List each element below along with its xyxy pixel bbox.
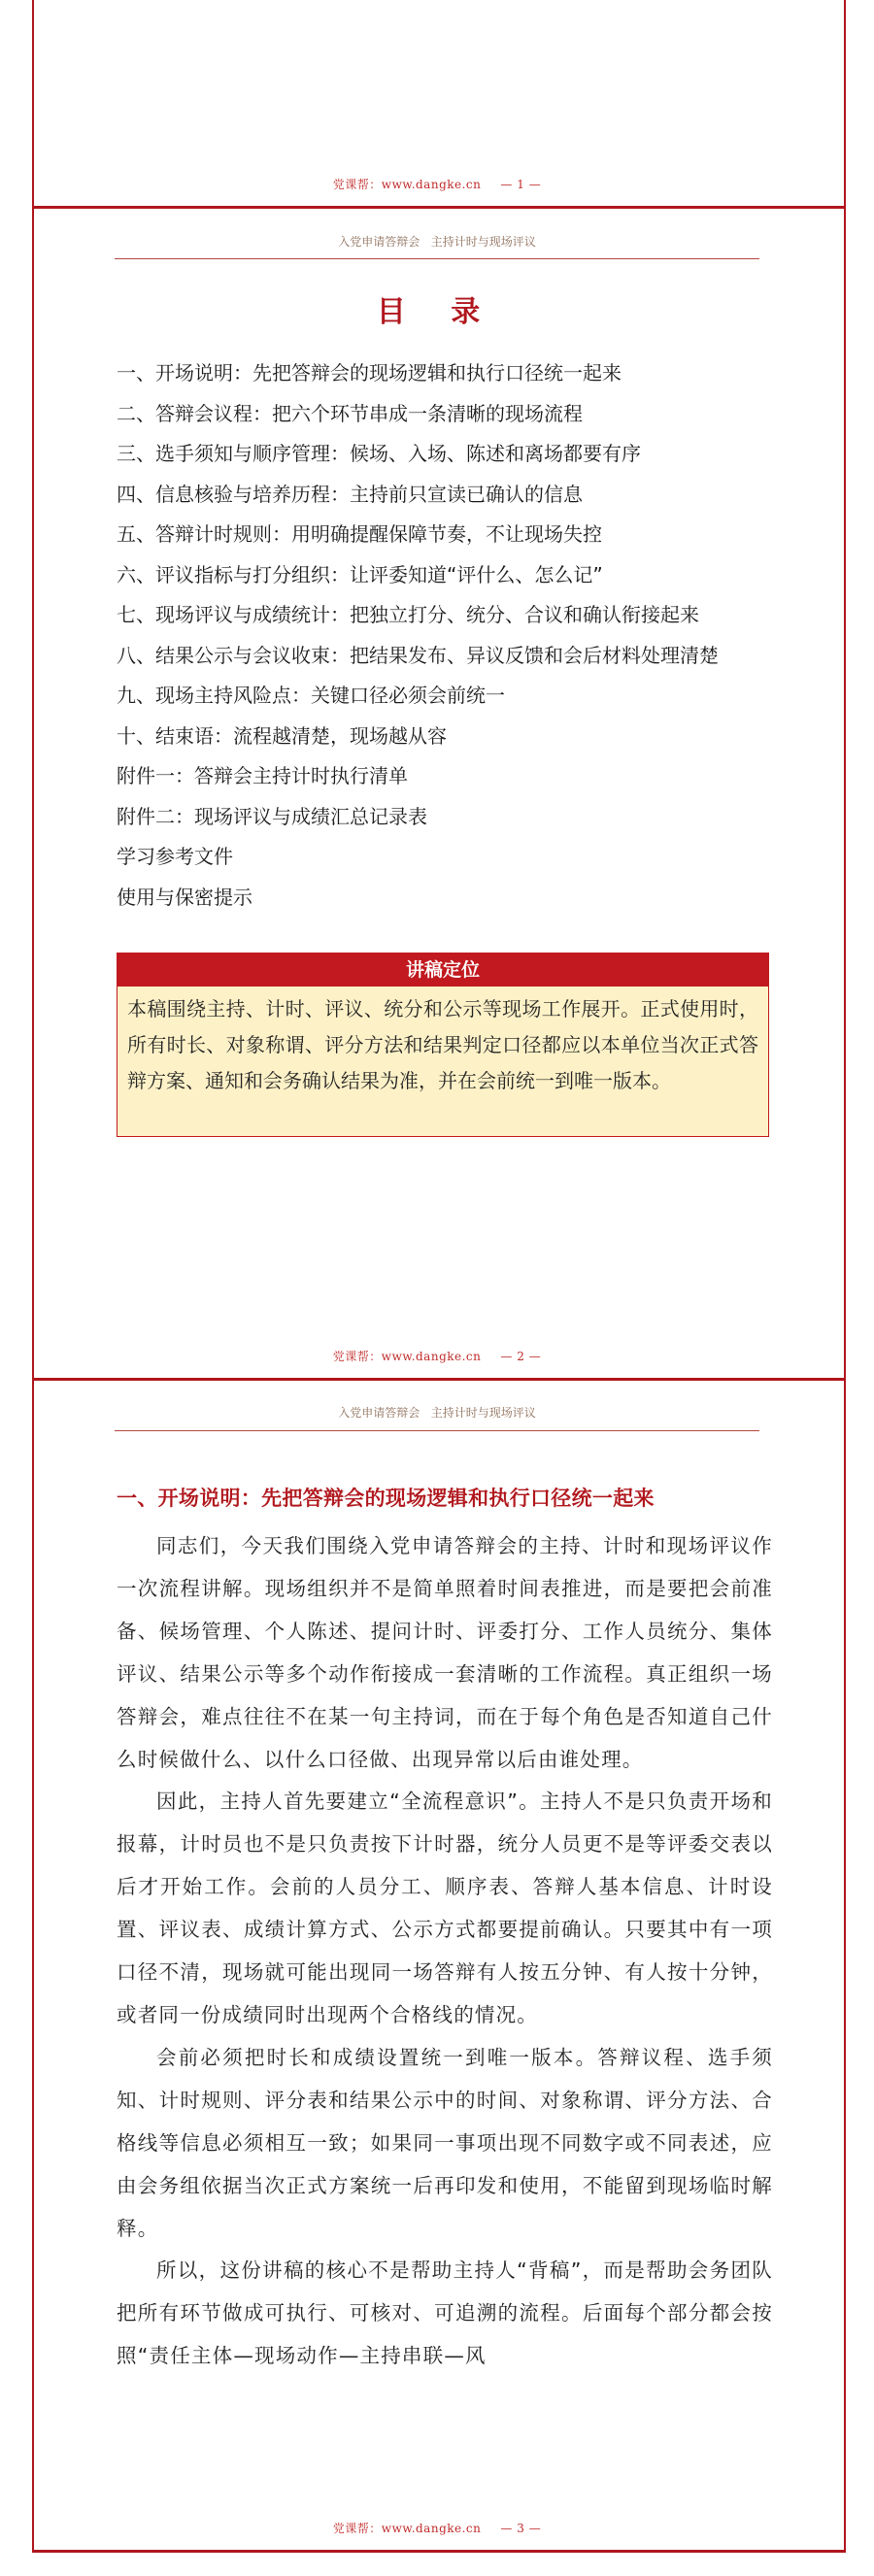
page-number: 3: [517, 2522, 525, 2535]
toc-item[interactable]: 三、选手须知与顺序管理：候场、入场、陈述和离场都要有序: [117, 442, 641, 465]
footer-site: 党课帮：www.dangke.cn: [332, 2522, 482, 2535]
paragraph: 因此，主持人首先要建立“全流程意识”。主持人不是只负责开场和报幕，计时员也不是只负责按下计时器，统分人员更不是等评委交表以后才开始工作。会前的人员分工、顺序表、答辩人基本信息、计时设置、评议表、成绩计算方式、公示方式都要提前确认。只要其中有一项口径不清，现场就可能出现同一场答辩有人按五分钟、有人按十分钟，或者同一份成绩同时出现两个合格线的情况。: [117, 1790, 773, 2026]
page-separator: [32, 2550, 846, 2553]
toc-item[interactable]: 二、答辩会议程：把六个环节串成一条清晰的现场流程: [117, 401, 583, 425]
paragraph: 同志们，今天我们围绕入党申请答辩会的主持、计时和现场评议作一次流程讲解。现场组织并不是简单照着时间表推进，而是要把会前准备、候场管理、个人陈述、提问计时、评委打分、工作人员统分、集体评议、结果公示等多个动作衔接成一套清晰的工作流程。真正组织一场答辩会，难点往往不在某一句主持词，而在于每个角色是否知道自己什么时候做什么、以什么口径做、出现异常以后由谁处理。: [117, 1534, 773, 1771]
page-footer: 党课帮：www.dangke.cn — 1 —: [332, 178, 542, 191]
toc-item[interactable]: 附件一：答辩会主持计时执行清单: [117, 764, 408, 787]
toc-item[interactable]: 附件二：现场评议与成绩汇总记录表: [117, 804, 427, 828]
page-footer: 党课帮：www.dangke.cn — 3 —: [332, 2522, 542, 2535]
header-rule: [115, 1430, 759, 1431]
page-header: 入党申请答辩会 主持计时与现场评议: [338, 235, 536, 249]
toc-item[interactable]: 一、开场说明：先把答辩会的现场逻辑和执行口径统一起来: [117, 361, 622, 385]
footer-site: 党课帮：www.dangke.cn: [332, 178, 482, 191]
page-number: 2: [517, 1350, 525, 1363]
page-footer: 党课帮：www.dangke.cn — 2 —: [332, 1350, 542, 1363]
toc-title: 目 录: [376, 295, 498, 329]
paragraph: 会前必须把时长和成绩设置统一到唯一版本。答辩议程、选手须知、计时规则、评分表和结果公示中的时间、对象称谓、评分方法、合格线等信息必须相互一致；如果同一事项出现不同数字或不同表述，应由会务组依据当次正式方案统一后再印发和使用，不能留到现场临时解释。: [117, 2045, 773, 2240]
toc-item[interactable]: 六、评议指标与打分组织：让评委知道“评什么、怎么记”: [117, 562, 603, 586]
callout-title: 讲稿定位: [118, 953, 768, 987]
paragraph: 所以，这份讲稿的核心不是帮助主持人“背稿”，而是帮助会务团队把所有环节做成可执行、可核对、可追溯的流程。后面每个部分都会按照“责任主体—现场动作—主持串联—风: [117, 2258, 773, 2368]
footer-site: 党课帮：www.dangke.cn: [332, 1350, 482, 1363]
toc-item[interactable]: 八、结果公示与会议收束：把结果发布、异议反馈和会后材料处理清楚: [117, 643, 719, 667]
toc-item[interactable]: 使用与保密提示: [117, 885, 252, 909]
toc-item[interactable]: 四、信息核验与培养历程：主持前只宣读已确认的信息: [117, 482, 583, 506]
toc-item[interactable]: 十、结束语：流程越清楚，现场越从容: [117, 723, 447, 748]
positioning-callout: [117, 953, 769, 1137]
toc-item[interactable]: 学习参考文件: [117, 845, 233, 868]
section-body: [117, 1525, 773, 2378]
toc-item[interactable]: 七、现场评议与成绩统计：把独立打分、统分、合议和确认衔接起来: [117, 603, 699, 626]
callout-text: 本稿围绕主持、计时、评议、统分和公示等现场工作展开。正式使用时，所有时长、对象称谓、评分方法和结果判定口径都应以本单位当次正式答辩方案、通知和会务确认结果为准，并在会前统一到唯一版本。: [127, 997, 758, 1092]
table-of-contents: [117, 353, 769, 918]
toc-item[interactable]: 九、现场主持风险点：关键口径必须会前统一: [117, 684, 505, 707]
page-number: 1: [517, 178, 525, 191]
page-header: 入党申请答辩会 主持计时与现场评议: [338, 1406, 536, 1420]
section-heading: 一、开场说明：先把答辩会的现场逻辑和执行口径统一起来: [117, 1487, 655, 1510]
header-rule: [115, 258, 759, 259]
toc-item[interactable]: 五、答辩计时规则：用明确提醒保障节奏，不让现场失控: [117, 522, 602, 546]
